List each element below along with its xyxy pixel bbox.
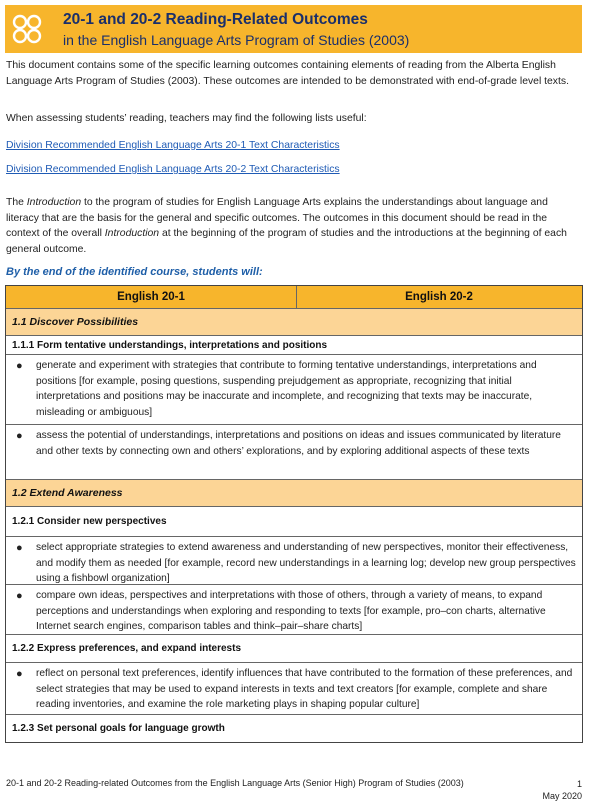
table-heading: By the end of the identified course, students will:	[6, 266, 263, 278]
outcomes-table	[5, 285, 583, 743]
table-header-row	[6, 286, 582, 309]
section-row: 1.1 Discover Possibilities	[6, 309, 582, 336]
outcome-text: generate and experiment with strategies that contribute to forming tentative understandings, interpretations and positions [for example, posing questions, suspending prejudgement as appropriate, recognizing that initial interpretations and positions may be inaccurate and incomplete, and recognizing that texts may be inaccurate, misleading or ambiguous]	[36, 360, 537, 418]
subsection-row: 1.2.1 Consider new perspectives	[6, 507, 582, 537]
bullet-icon: ●	[16, 590, 23, 602]
column-header-english-20-2: English 20-2	[405, 291, 473, 303]
outcome-text: select appropriate strategies to extend awareness and understanding of new perspectives, monitor their effectiveness, and modify them as needed [for example, record new understandings in a learning log; develop new group perspectives using a fishbowl organization]	[36, 542, 576, 584]
section-row: 1.2 Extend Awareness	[6, 480, 582, 507]
subsection-row: 1.2.3 Set personal goals for language growth	[6, 715, 582, 742]
outcome-item	[6, 663, 582, 715]
introduction-paragraph: The Introduction to the program of studies for English Language Arts explains the understandings about language and literacy that are the basis for the general and specific outcomes. The outcomes in this document should be read in the context of the overall Introduction at the beginning of the program of studies and the introductions at the beginning of each general outcome.	[6, 197, 567, 255]
outcome-text: assess the potential of understandings, interpretations and positions on ideas and issues communicated by literature and other texts by connecting own and others’ explorations, and by exploring additional aspects of these texts	[36, 430, 561, 457]
page-subtitle: in the English Language Arts Program of Studies (2003)	[63, 32, 410, 48]
intro-paragraph: This document contains some of the specific learning outcomes containing elements of reading from the Alberta English Language Arts Program of Studies (2003). These outcomes are intended to be demonstrated with end-of-grade level texts.	[6, 60, 569, 87]
page-title: 20-1 and 20-2 Reading-Related Outcomes	[63, 11, 368, 28]
outcome-item	[6, 425, 582, 480]
outcome-item	[6, 585, 582, 635]
outcome-text: reflect on personal text preferences, identify influences that have contributed to the formation of these preferences, and select strategies that may be used to expand interests in texts and text creators [for example, complete and share reading inventories, and examine the role marketing plays in shaping popular culture]	[36, 668, 573, 710]
footer-page-info	[542, 778, 582, 802]
title-banner	[5, 5, 582, 53]
assessment-note: When assessing students’ reading, teachers may find the following lists useful:	[6, 113, 367, 124]
outcome-item	[6, 355, 582, 425]
link-ela-20-1-text-characteristics[interactable]: Division Recommended English Language Arts 20-1 Text Characteristics	[6, 140, 340, 151]
alberta-logo-icon	[11, 13, 43, 45]
bullet-icon: ●	[16, 542, 23, 554]
subsection-row: 1.1.1 Form tentative understandings, interpretations and positions	[6, 336, 582, 355]
page-number: 1	[576, 779, 582, 789]
outcome-text: compare own ideas, perspectives and interpretations with those of others, through a variety of means, to expand perceptions and understandings when exploring and responding to texts [for example, pro–con charts, alternative Internet search engines, comparison tables and think–pair–share charts]	[36, 590, 546, 632]
bullet-icon: ●	[16, 430, 23, 442]
outcome-item	[6, 537, 582, 585]
link-ela-20-2-text-characteristics[interactable]: Division Recommended English Language Arts 20-2 Text Characteristics	[6, 164, 340, 175]
column-header-english-20-1: English 20-1	[6, 286, 297, 308]
footer-date: May 2020	[542, 791, 582, 801]
bullet-icon: ●	[16, 360, 23, 372]
footer-text: 20-1 and 20-2 Reading-related Outcomes from the English Language Arts (Senior High) Program of Studies (2003)	[6, 778, 464, 788]
subsection-row: 1.2.2 Express preferences, and expand interests	[6, 635, 582, 663]
bullet-icon: ●	[16, 668, 23, 680]
